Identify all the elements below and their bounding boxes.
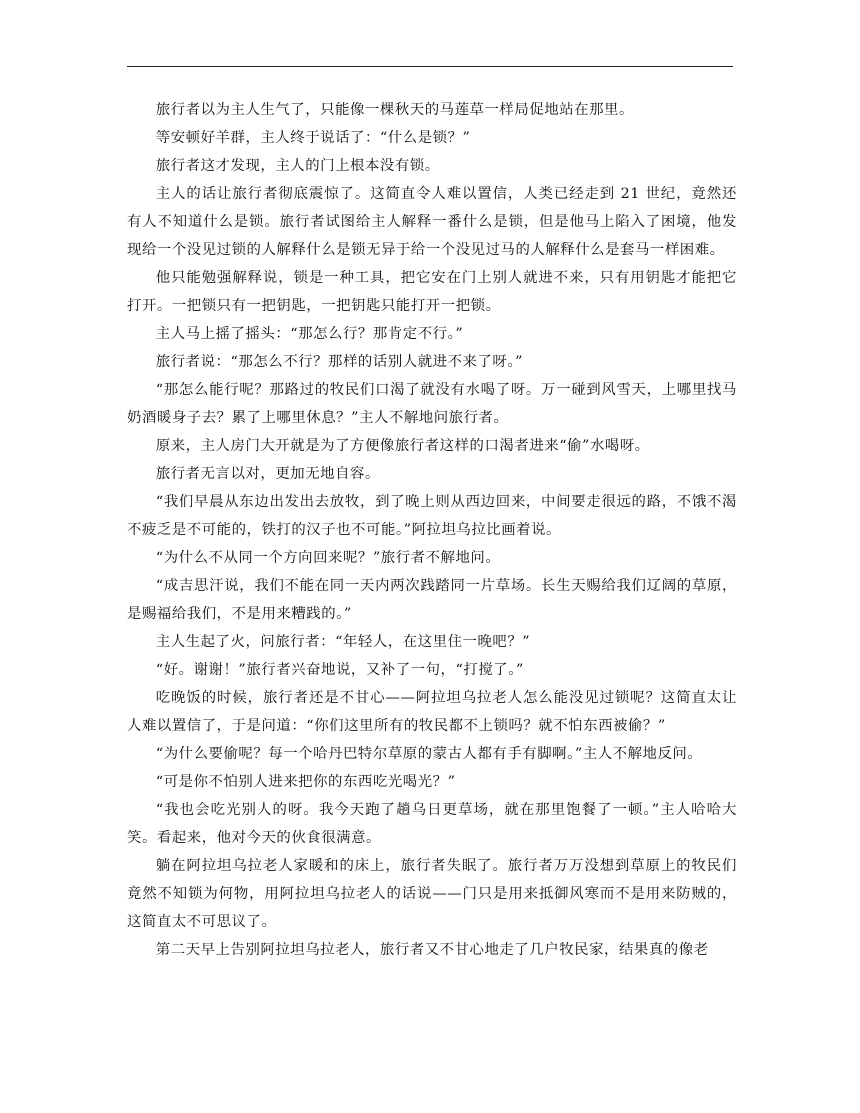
paragraph: 旅行者这才发现，主人的门上根本没有锁。 [155,158,440,174]
paragraph: 旅行者以为主人生气了，只能像一棵秋天的马莲草一样局促地站在那里。 [155,102,634,118]
paragraph: 旅行者说：“那怎么不行？那样的话别人就进不来了呀。” [155,354,523,370]
paragraph: “我也会吃光别人的呀。我今天跑了趟乌日更草场，就在那里饱餐了一顿。”主人哈哈大笑。看起来，他对今天的伙食很满意。 [127,802,737,846]
paragraph: 第二天早上告别阿拉坦乌拉老人，旅行者又不甘心地走了几户牧民家，结果真的像老 [155,942,709,958]
paragraph: 旅行者无言以对，更加无地自容。 [155,466,380,482]
paragraph: 主人生起了火，问旅行者：“年轻人，在这里住一晚吧？” [155,634,531,650]
header-rule [127,66,733,67]
paragraph: 躺在阿拉坦乌拉老人家暖和的床上，旅行者失眠了。旅行者万万没想到草原上的牧民们竟然不知锁为何物，用阿拉坦乌拉老人的话说——门只是用来抵御风寒而不是用来防贼的，这简直太不可思议了。 [127,858,737,930]
paragraph: “好。谢谢！”旅行者兴奋地说，又补了一句，“打搅了。” [155,662,524,678]
paragraph: “可是你不怕别人进来把你的东西吃光喝光？” [155,774,456,790]
paragraph: 主人的话让旅行者彻底震惊了。这简直令人难以置信，人类已经走到 21 世纪，竟然还有人不知道什么是锁。旅行者试图给主人解释一番什么是锁，但是他马上陷入了困境，他发现给一个没见过锁的人解释什么是锁无异于给一个没见过马的人解释什么是套马一样困难。 [127,186,737,258]
paragraph: “那怎么能行呢？那路过的牧民们口渴了就没有水喝了呀。万一碰到风雪天，上哪里找马奶酒暖身子去？累了上哪里休息？”主人不解地问旅行者。 [127,382,737,426]
paragraph: 吃晚饭的时候，旅行者还是不甘心——阿拉坦乌拉老人怎么能没见过锁呢？这简直太让人难以置信了，于是问道：“你们这里所有的牧民都不上锁吗？就不怕东西被偷？” [127,690,737,734]
paragraph: “为什么要偷呢？每一个哈丹巴特尔草原的蒙古人都有手有脚啊。”主人不解地反问。 [155,746,703,762]
paragraph: 等安顿好羊群，主人终于说话了：“什么是锁？” [155,130,471,146]
paragraph: “为什么不从同一个方向回来呢？”旅行者不解地问。 [155,550,501,566]
document-body [127,96,737,964]
paragraph: 他只能勉强解释说，锁是一种工具，把它安在门上别人就进不来，只有用钥匙才能把它打开。一把锁只有一把钥匙，一把钥匙只能打开一把锁。 [127,270,737,314]
paragraph: 主人马上摇了摇头：“那怎么行？那肯定不行。” [155,326,464,342]
paragraph: 原来，主人房门大开就是为了方便像旅行者这样的口渴者进来“偷”水喝呀。 [155,438,650,454]
paragraph: “成吉思汗说，我们不能在同一天内两次践踏同一片草场。长生天赐给我们辽阔的草原，是赐福给我们，不是用来糟践的。” [127,578,737,622]
paragraph: “我们早晨从东边出发出去放牧，到了晚上则从西边回来，中间要走很远的路，不饿不渴不疲乏是不可能的，铁打的汉子也不可能。”阿拉坦乌拉比画着说。 [127,494,737,538]
